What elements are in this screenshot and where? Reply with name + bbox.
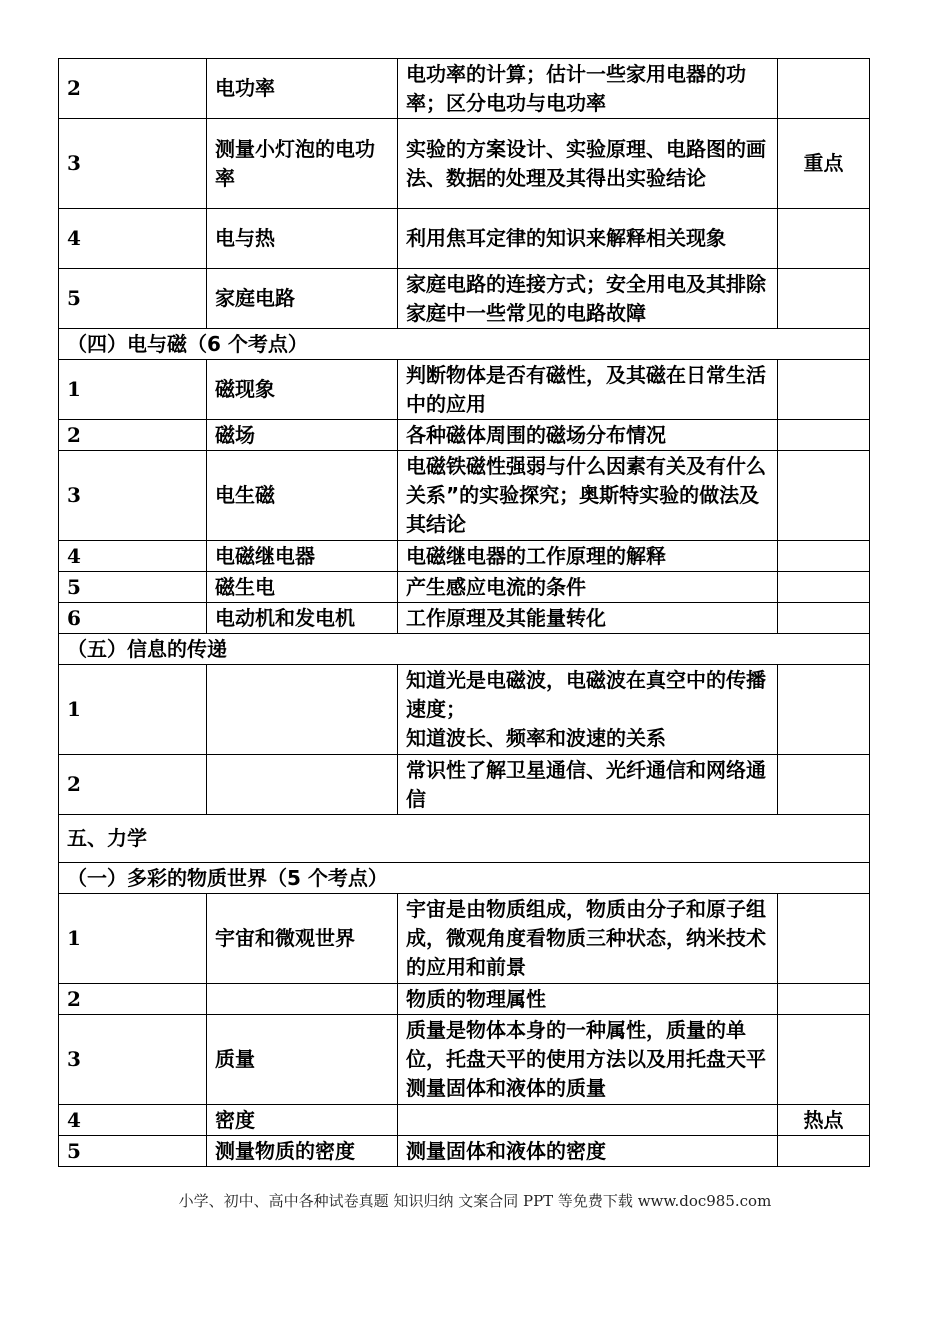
- topic-cell: [207, 665, 398, 755]
- table-row: [59, 894, 870, 984]
- table-row: [59, 209, 870, 269]
- section-title: （一）多彩的物质世界（5 个考点）: [59, 863, 870, 894]
- page-footer: 小学、初中、高中各种试卷真题 知识归纳 文案合同 PPT 等免费下载 www.doc985.com: [178, 1192, 772, 1210]
- row-number: 3: [59, 451, 207, 541]
- tag-cell: [778, 603, 870, 634]
- tag-cell: [778, 572, 870, 603]
- row-number: 3: [59, 1015, 207, 1105]
- section-header-row: [59, 863, 870, 894]
- row-number: 2: [59, 59, 207, 119]
- table-row: [59, 755, 870, 815]
- detail-cell: 实验的方案设计、实验原理、电路图的画法、数据的处理及其得出实验结论: [398, 119, 778, 209]
- table-row: [59, 1136, 870, 1167]
- topic-cell: 电磁继电器: [207, 541, 398, 572]
- detail-cell: 判断物体是否有磁性，及其磁在日常生活中的应用: [398, 360, 778, 420]
- row-number: 2: [59, 420, 207, 451]
- table-row: [59, 541, 870, 572]
- row-number: 3: [59, 119, 207, 209]
- topic-cell: 磁现象: [207, 360, 398, 420]
- section-title: （五）信息的传递: [59, 634, 870, 665]
- section-title: 五、力学: [59, 815, 870, 863]
- section-header-row: [59, 329, 870, 360]
- topic-cell: 磁生电: [207, 572, 398, 603]
- detail-cell: 家庭电路的连接方式；安全用电及其排除家庭中一些常见的电路故障: [398, 269, 778, 329]
- detail-cell: [398, 1105, 778, 1136]
- topic-cell: 质量: [207, 1015, 398, 1105]
- topic-cell: 电与热: [207, 209, 398, 269]
- tag-cell: [778, 1015, 870, 1105]
- detail-cell: 电磁铁磁性强弱与什么因素有关及有什么关系”的实验探究；奥斯特实验的做法及其结论: [398, 451, 778, 541]
- table-row: [59, 119, 870, 209]
- section-header-row: [59, 815, 870, 863]
- row-number: 1: [59, 894, 207, 984]
- table-row: [59, 572, 870, 603]
- tag-cell: 热点: [778, 1105, 870, 1136]
- section-header-row: [59, 634, 870, 665]
- tag-cell: [778, 420, 870, 451]
- topic-cell: 磁场: [207, 420, 398, 451]
- table-row: [59, 451, 870, 541]
- detail-cell: 质量是物体本身的一种属性，质量的单位，托盘天平的使用方法以及用托盘天平测量固体和液体的质量: [398, 1015, 778, 1105]
- table-row: [59, 665, 870, 755]
- tag-cell: [778, 360, 870, 420]
- table-row: [59, 420, 870, 451]
- row-number: 5: [59, 572, 207, 603]
- detail-cell: 各种磁体周围的磁场分布情况: [398, 420, 778, 451]
- topic-cell: 电生磁: [207, 451, 398, 541]
- topic-cell: 宇宙和微观世界: [207, 894, 398, 984]
- row-number: 4: [59, 1105, 207, 1136]
- topic-cell: [207, 755, 398, 815]
- row-number: 5: [59, 269, 207, 329]
- topic-cell: [207, 984, 398, 1015]
- tag-cell: [778, 1136, 870, 1167]
- table-row: [59, 984, 870, 1015]
- row-number: 4: [59, 209, 207, 269]
- table-row: [59, 59, 870, 119]
- tag-cell: [778, 665, 870, 755]
- exam-points-table: [58, 58, 870, 1167]
- row-number: 4: [59, 541, 207, 572]
- table-row: [59, 1105, 870, 1136]
- detail-cell: 测量固体和液体的密度: [398, 1136, 778, 1167]
- detail-cell: 宇宙是由物质组成，物质由分子和原子组成，微观角度看物质三种状态，纳米技术的应用和前景: [398, 894, 778, 984]
- topic-cell: 家庭电路: [207, 269, 398, 329]
- tag-cell: [778, 269, 870, 329]
- tag-cell: [778, 59, 870, 119]
- row-number: 1: [59, 360, 207, 420]
- table-row: [59, 1015, 870, 1105]
- tag-cell: [778, 894, 870, 984]
- table-row: [59, 603, 870, 634]
- tag-cell: [778, 209, 870, 269]
- tag-cell: [778, 451, 870, 541]
- table-row: [59, 269, 870, 329]
- row-number: 5: [59, 1136, 207, 1167]
- detail-cell: 工作原理及其能量转化: [398, 603, 778, 634]
- topic-cell: 测量小灯泡的电功率: [207, 119, 398, 209]
- topic-cell: 电功率: [207, 59, 398, 119]
- topic-cell: 电动机和发电机: [207, 603, 398, 634]
- tag-cell: [778, 541, 870, 572]
- topic-cell: 密度: [207, 1105, 398, 1136]
- detail-cell: 常识性了解卫星通信、光纤通信和网络通信: [398, 755, 778, 815]
- detail-cell: 利用焦耳定律的知识来解释相关现象: [398, 209, 778, 269]
- topic-cell: 测量物质的密度: [207, 1136, 398, 1167]
- table-row: [59, 360, 870, 420]
- detail-cell: 物质的物理属性: [398, 984, 778, 1015]
- row-number: 6: [59, 603, 207, 634]
- row-number: 1: [59, 665, 207, 755]
- detail-cell: 电功率的计算；估计一些家用电器的功率；区分电功与电功率: [398, 59, 778, 119]
- section-title: （四）电与磁（6 个考点）: [59, 329, 870, 360]
- tag-cell: [778, 755, 870, 815]
- detail-cell: 产生感应电流的条件: [398, 572, 778, 603]
- tag-cell: 重点: [778, 119, 870, 209]
- detail-cell: 电磁继电器的工作原理的解释: [398, 541, 778, 572]
- detail-cell: 知道光是电磁波，电磁波在真空中的传播速度； 知道波长、频率和波速的关系: [398, 665, 778, 755]
- row-number: 2: [59, 755, 207, 815]
- tag-cell: [778, 984, 870, 1015]
- row-number: 2: [59, 984, 207, 1015]
